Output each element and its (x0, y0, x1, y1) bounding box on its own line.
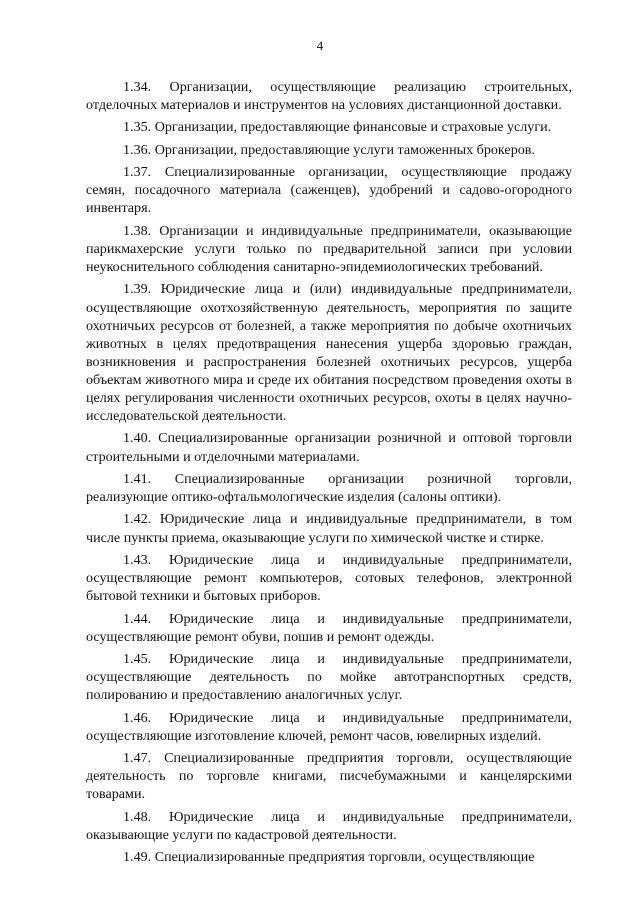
paragraph-1-42: 1.42. Юридические лица и индивидуальные предприниматели, в том числе пункты приема, оказывающие услуги по химической чистке и стирке. (86, 511, 572, 546)
document-body (86, 78, 572, 871)
paragraph-1-45: 1.45. Юридические лица и индивидуальные предприниматели, осуществляющие деятельность по мойке автотранспортных средств, полированию и предоставлению аналогичных услуг. (86, 650, 572, 704)
paragraph-1-36: 1.36. Организации, предоставляющие услуги таможенных брокеров. (123, 141, 535, 158)
paragraph-1-40: 1.40. Специализированные организации розничной и оптовой торговли строительными и отделочными материалами. (86, 430, 572, 465)
paragraph-1-41: 1.41. Специализированные организации розничной торговли, реализующие оптико-офтальмологические изделия (салоны оптики). (86, 470, 572, 506)
paragraph-1-34: 1.34. Организации, осуществляющие реализацию строительных, отделочных материалов и инструментов на условиях дистанционной доставки. (86, 79, 572, 114)
paragraph-1-49: 1.49. Специализированные предприятия торговли, осуществляющие (123, 849, 535, 866)
paragraph-1-39: 1.39. Юридические лица и (или) индивидуальные предприниматели, осуществляющие охотхозяйственную деятельность, мероприятия по защите охотничьих ресурсов от болезней, а также мероприятия по добыче охотничьих животных в целях предотвращения нанесения ущерба здоровью граждан, возникновения и распространения болезней охотничьих ресурсов, ущерба объектам животного мира и среде их обитания посредством проведения охоты в целях регулирования численности охотничьих ресурсов, охоты в целях научно-исследовательской деятельности. (86, 281, 572, 425)
paragraph-1-46: 1.46. Юридические лица и индивидуальные предприниматели, осуществляющие изготовление ключей, ремонт часов, ювелирных изделий. (86, 709, 572, 744)
paragraph-1-43: 1.43. Юридические лица и индивидуальные предприниматели, осуществляющие ремонт компьютеров, сотовых телефонов, электронной бытовой техники и бытовых приборов. (86, 551, 572, 605)
paragraph-1-44: 1.44. Юридические лица и индивидуальные предприниматели, осуществляющие ремонт обуви, пошив и ремонт одежды. (86, 610, 572, 645)
paragraph-1-35: 1.35. Организации, предоставляющие финансовые и страховые услуги. (123, 119, 552, 136)
paragraph-1-48: 1.48. Юридические лица и индивидуальные предприниматели, оказывающие услуги по кадастровой деятельности. (86, 808, 572, 843)
paragraph-1-37: 1.37. Специализированные организации, осуществляющие продажу семян, посадочного материала (саженцев), удобрений и садово-огородного инвентаря. (86, 164, 572, 217)
paragraph-1-47: 1.47. Специализированные предприятия торговли, осуществляющие деятельность по торговле книгами, писчебумажными и канцелярскими товарами. (86, 750, 572, 803)
paragraph-1-38: 1.38. Организации и индивидуальные предприниматели, оказывающие парикмахерские услуги только по предварительной записи при условии неукоснительного соблюдения санитарно-эпидемиологических требований. (86, 222, 572, 276)
page-number: 4 (316, 38, 324, 53)
